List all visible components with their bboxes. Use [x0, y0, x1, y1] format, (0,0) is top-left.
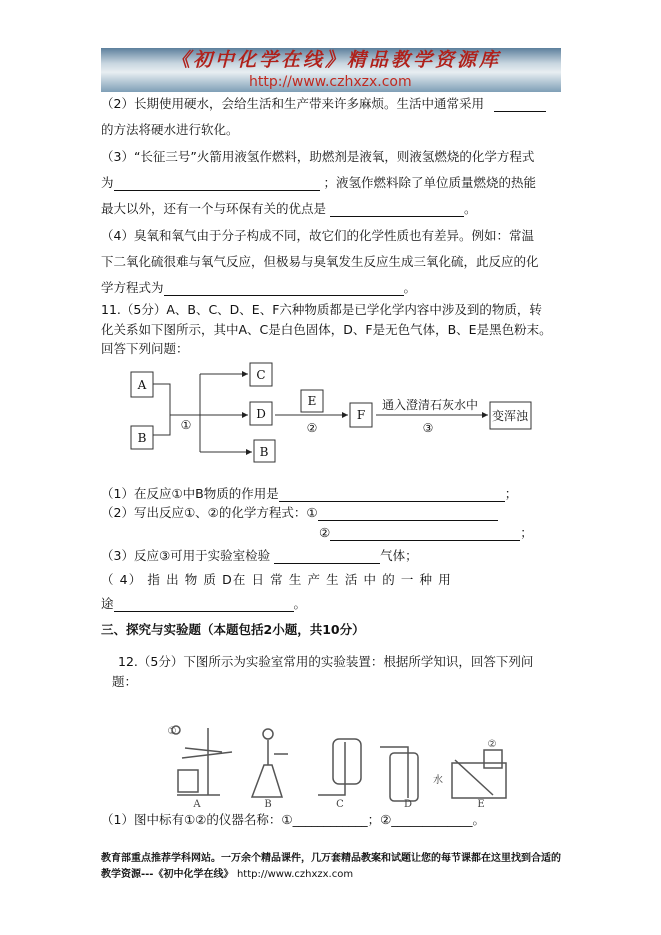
label-e: E: [477, 799, 485, 810]
banner-title: 《初中化学在线》精品教学资源库: [171, 49, 502, 71]
label-d: D: [403, 799, 413, 810]
label-e: E: [307, 394, 317, 408]
footer-url[interactable]: http://www.czhxzx.com: [236, 869, 354, 880]
q10-part3-line1: （3）“长征三号”火箭用液氢作燃料，助燃剂是液氧，则液氢燃烧的化学方程式: [101, 149, 535, 164]
label-c: C: [336, 799, 344, 810]
section-3-heading: 三、探究与实验题（本题包括2小题，共10分）: [101, 622, 365, 637]
q10-part3-line3: 最大以外，还有一个与环保有关的优点是 。: [101, 201, 477, 216]
label-c: C: [256, 368, 266, 382]
reaction-2-mark: ②: [306, 421, 318, 435]
answer-blank[interactable]: [330, 527, 520, 541]
q12-line2: 题：: [112, 674, 138, 689]
reaction-3-mark: ③: [422, 421, 434, 435]
q10-part4-line1: （4）臭氧和氧气由于分子构成不同，故它们的化学性质也有差异。例如：常温: [101, 228, 534, 243]
q11-line3: 回答下列问题：: [101, 341, 189, 356]
q11-line1: 11.（5分）A、B、C、D、E、F六种物质都是已学化学内容中涉及到的物质，转: [101, 302, 542, 317]
label-f: F: [356, 408, 366, 422]
label-d: D: [256, 407, 266, 421]
answer-blank[interactable]: [114, 598, 294, 612]
label-a: A: [137, 378, 147, 392]
label-b: B: [264, 799, 272, 810]
q12-sub1: （1）图中标有①②的仪器名称：①____________；②_____________。: [101, 812, 486, 827]
label-b: B: [137, 431, 147, 445]
banner-url: http://www.czhxzx.com: [249, 74, 412, 90]
q10-part4-line2: 下二氧化硫很难与氧气反应，但极易与臭氧发生反应生成三氧化硫，此反应的化: [101, 254, 539, 269]
reaction-1-mark: ①: [180, 418, 192, 432]
label-b-product: B: [259, 445, 269, 459]
apparatus-e: [452, 750, 506, 798]
apparatus-a: [172, 726, 232, 795]
q10-part4-line3: 学方程式为 。: [101, 280, 417, 295]
q10-part2-line1: （2）长期使用硬水，会给生活和生产带来许多麻烦。生活中通常采用: [101, 96, 546, 112]
q12-line1: 12.（5分）下图所示为实验室常用的实验装置：根据所学知识，回答下列问: [118, 654, 534, 669]
q11-sub2: （2）写出反应①、②的化学方程式：①: [101, 505, 498, 521]
q11-sub4-line2: 途 。: [101, 596, 307, 611]
marker-1: ①: [167, 726, 177, 737]
marker-2: ②: [487, 739, 497, 750]
q11-sub1: （1）在反应①中B物质的作用是 ；: [101, 486, 518, 501]
answer-blank[interactable]: [274, 550, 380, 564]
label-a: A: [193, 799, 201, 810]
water-label: 水: [433, 775, 443, 786]
q11-line2: 化关系如下图所示，其中A、C是白色固体，D、F是无色气体，B、E是黑色粉末。: [101, 322, 552, 337]
label-result: 变浑浊: [491, 409, 529, 423]
footer-line1: 教育部重点推荐学科网站。一万余个精品课件，几万套精品教案和试题让您的每节课都在这里找到合适的: [101, 853, 561, 864]
answer-blank[interactable]: [318, 507, 498, 521]
apparatus-figure: [0, 720, 661, 810]
q11-sub3: （3）反应③可用于实验室检验 气体；: [101, 548, 418, 563]
apparatus-b: [252, 729, 288, 797]
answer-blank[interactable]: [279, 488, 505, 502]
arrow-3-label: 通入澄清石灰水中: [381, 398, 479, 412]
footer-line2: 教学资源---《初中化学在线》 http://www.czhxzx.com: [101, 869, 354, 880]
q10-part3-line2: 为 ；液氢作燃料除了单位质量燃烧的热能: [101, 175, 537, 190]
q11-sub4-line1: （ 4） 指 出 物 质 D在 日 常 生 产 生 活 中 的 一 种 用: [101, 572, 452, 587]
apparatus-d: [380, 747, 418, 801]
q10-part2-line2: 的方法将硬水进行软化。: [101, 122, 239, 137]
apparatus-c: [318, 739, 361, 795]
q11-sub2-line2: ② ；: [319, 525, 533, 540]
connector-lines: [153, 384, 200, 435]
